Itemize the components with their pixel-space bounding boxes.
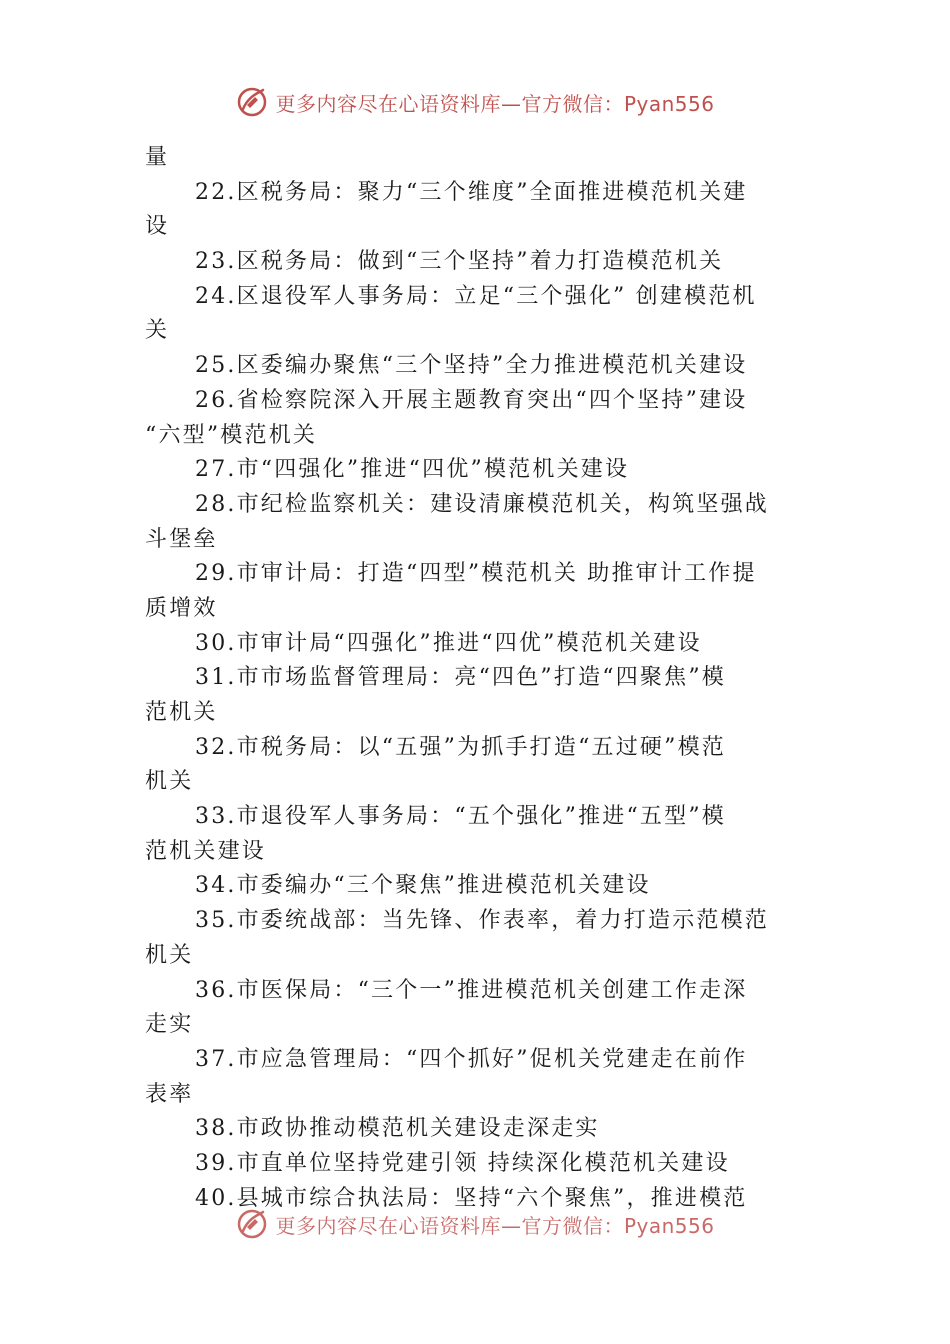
header-banner <box>0 82 950 122</box>
text-line: 36.市医保局：“三个一”推进模范机关创建工作走深 <box>195 977 748 1003</box>
text-line: 24.区退役军人事务局：立足“三个强化” 创建模范机 <box>195 283 757 309</box>
text-line: 量 <box>145 145 170 170</box>
text-line: 32.市税务局：以“五强”为抓手打造“五过硬”模范 <box>195 734 726 760</box>
pen-swirl-logo-icon <box>235 85 269 119</box>
text-line: 走实 <box>145 1012 194 1038</box>
text-line: 29.市审计局：打造“四型”模范机关 助推审计工作提 <box>195 561 757 587</box>
text-line: 35.市委统战部：当先锋、作表率，着力打造示范模范 <box>195 908 769 934</box>
text-line: 33.市退役军人事务局：“五个强化”推进“五型”模 <box>195 804 726 830</box>
text-line: 38.市政协推动模范机关建设走深走实 <box>195 1116 600 1142</box>
text-line: 机关 <box>145 942 194 968</box>
text-line: 质增效 <box>145 595 218 621</box>
text-line: 设 <box>145 214 170 240</box>
text-line: 34.市委编办“三个聚焦”推进模范机关建设 <box>195 873 651 899</box>
text-line: 30.市审计局“四强化”推进“四优”模范机关建设 <box>195 630 702 656</box>
footer-banner-text: 更多内容尽在心语资料库—官方微信：Pyan556 <box>275 1213 715 1238</box>
text-line: “六型”模范机关 <box>145 422 318 448</box>
text-line: 机关 <box>145 769 194 795</box>
header-banner-text: 更多内容尽在心语资料库—官方微信：Pyan556 <box>275 91 715 116</box>
text-line: 23.区税务局：做到“三个坚持”着力打造模范机关 <box>195 249 724 275</box>
document-body <box>145 141 810 1216</box>
text-line: 28.市纪检监察机关：建设清廉模范机关，构筑坚强战 <box>195 491 769 517</box>
text-line: 25.区委编办聚焦“三个坚持”全力推进模范机关建设 <box>195 353 748 379</box>
text-line: 表率 <box>145 1081 194 1107</box>
text-line: 范机关 <box>145 700 218 725</box>
text-line: 斗堡垒 <box>145 526 218 552</box>
text-line: 27.市“四强化”推进“四优”模范机关建设 <box>195 457 630 483</box>
text-line: 31.市市场监督管理局：亮“四色”打造“四聚焦”模 <box>195 665 726 691</box>
footer-banner <box>0 1204 950 1244</box>
text-line: 22.区税务局：聚力“三个维度”全面推进模范机关建 <box>195 179 748 205</box>
text-line: 范机关建设 <box>145 838 267 864</box>
text-line: 39.市直单位坚持党建引领 持续深化模范机关建设 <box>195 1150 730 1176</box>
text-line: 26.省检察院深入开展主题教育突出“四个坚持”建设 <box>195 387 748 413</box>
text-line: 关 <box>145 318 170 344</box>
text-line: 37.市应急管理局：“四个抓好”促机关党建走在前作 <box>195 1046 748 1072</box>
pen-swirl-logo-icon <box>235 1207 269 1241</box>
text-line: 40.县城市综合执法局：坚持“六个聚焦”，推进模范 <box>195 1185 748 1211</box>
